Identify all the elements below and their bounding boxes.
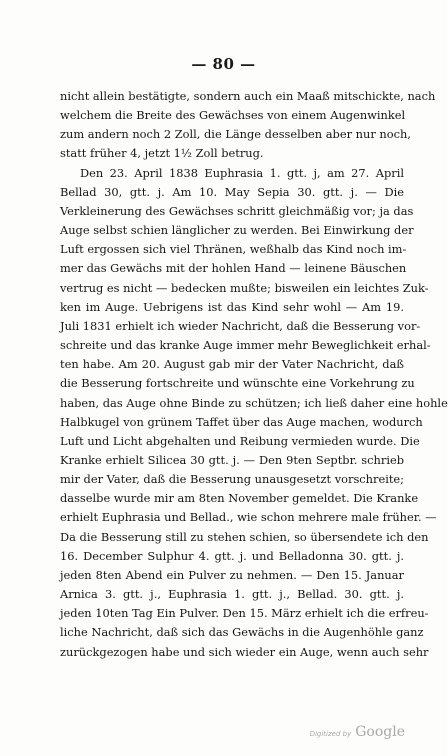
text-line: zum andern noch 2 Zoll, die Länge desselben aber nur noch, bbox=[60, 127, 411, 142]
text-line: Bellad 30, gtt. j. Am 10. May Sepia 30. gtt. j. — Die bbox=[60, 184, 404, 199]
text-line: statt früher 4, jetzt 1½ Zoll betrug. bbox=[60, 146, 264, 161]
text-line: welchem die Breite des Gewächses von einem Augenwinkel bbox=[60, 108, 406, 123]
text-line: nicht allein bestätigte, sondern auch ein Maaß mitschickte, nach bbox=[60, 89, 436, 103]
text-line: vertrug es nicht — bedecken mußte; bisweilen ein leichtes Zuk- bbox=[60, 280, 429, 295]
text-line: liche Nachricht, daß sich das Gewächs in die Augenhöhle ganz bbox=[60, 625, 424, 640]
page-body-text bbox=[60, 87, 448, 662]
text-line: Luft ergossen sich viel Thränen, weßhalb das Kind noch im- bbox=[60, 242, 407, 257]
text-line: Da die Besserung still zu stehen schien, so übersendete ich den bbox=[60, 529, 429, 544]
text-line: Auge selbst schien länglicher zu werden. Bei Einwirkung der bbox=[60, 223, 414, 238]
text-line: ken im Auge. Uebrigens ist das Kind sehr wohl — Am 19. bbox=[60, 299, 404, 314]
text-line: Luft und Licht abgehalten und Reibung vermieden wurde. Die bbox=[60, 433, 420, 448]
text-line: Verkleinerung des Gewächses schritt gleichmäßig vor; ja das bbox=[60, 203, 414, 218]
text-line: Arnica 3. gtt. j., Euphrasia 1. gtt. j., Bellad. 30. gtt. j. bbox=[60, 587, 404, 602]
watermark-prefix: Digitized by bbox=[309, 730, 352, 738]
page-number-header: — 80 — bbox=[191, 55, 256, 73]
text-line: Kranke erhielt Silicea 30 gtt. j. — Den 9ten Septbr. schrieb bbox=[60, 452, 404, 467]
text-line: zurückgezogen habe und sich wieder ein Auge, wenn auch sehr bbox=[60, 644, 429, 659]
text-line: mer das Gewächs mit der hohlen Hand — leinene Bäuschen bbox=[60, 261, 407, 276]
text-line: schreite und das kranke Auge immer mehr Beweglichkeit erhal- bbox=[60, 338, 431, 353]
text-line: Den 23. April 1838 Euphrasia 1. gtt. j, am 27. April bbox=[80, 165, 404, 180]
text-line: Halbkugel von grünem Taffet über das Auge machen, wodurch bbox=[60, 414, 423, 429]
text-line: ten habe. Am 20. August gab mir der Vater Nachricht, daß bbox=[60, 357, 404, 372]
digitized-watermark bbox=[310, 724, 405, 740]
text-line: haben, das Auge ohne Binde zu schützen; ich ließ daher eine hohle bbox=[60, 395, 448, 410]
text-line: 16. December Sulphur 4. gtt. j. und Belladonna 30. gtt. j. bbox=[60, 548, 404, 563]
text-line: jeden 10ten Tag Ein Pulver. Den 15. März erhielt ich die erfreu- bbox=[60, 606, 429, 621]
text-line: jeden 8ten Abend ein Pulver zu nehmen. — Den 15. Januar bbox=[60, 567, 404, 582]
text-line: Juli 1831 erhielt ich wieder Nachricht, daß die Besserung vor- bbox=[60, 318, 421, 333]
text-line: erhielt Euphrasia und Bellad., wie schon mehrere male früher. — bbox=[60, 510, 437, 525]
text-line: die Besserung fortschreite und wünschte eine Vorkehrung zu bbox=[60, 376, 415, 391]
watermark-brand: Google bbox=[355, 724, 405, 740]
text-line: mir der Vater, daß die Besserung unausgesetzt vorschreite; bbox=[60, 472, 404, 487]
text-line: dasselbe wurde mir am 8ten November gemeldet. Die Kranke bbox=[60, 491, 419, 506]
